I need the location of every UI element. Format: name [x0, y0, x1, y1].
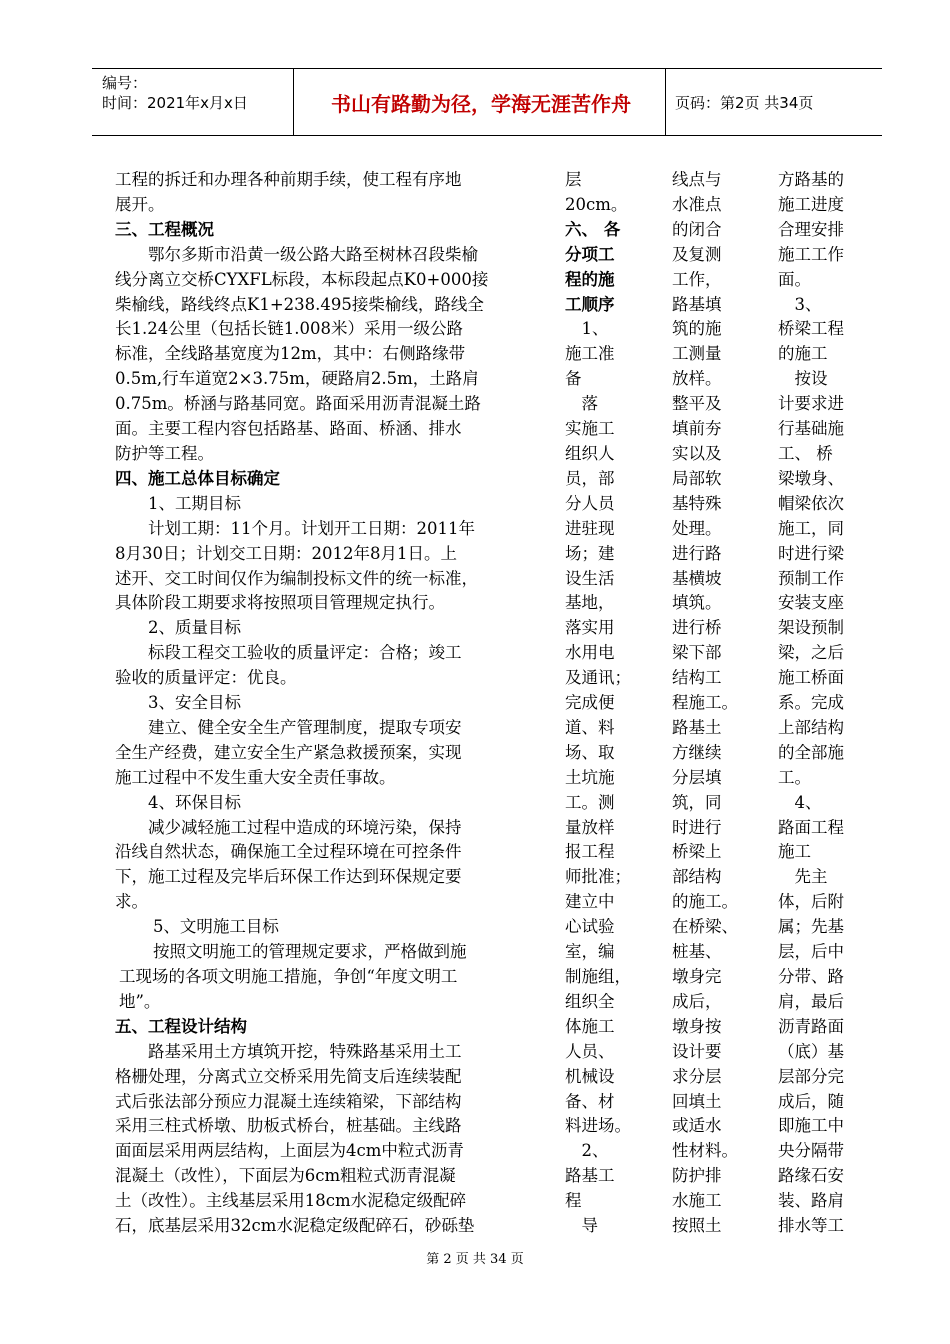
column-line: 按照土 [672, 1216, 722, 1236]
column-line: 水施工 [672, 1191, 722, 1211]
column-line: 时进行 [672, 817, 722, 837]
body-line: 路基采用土方填筑开挖，特殊路基采用土工 [148, 1041, 462, 1061]
column-line: 完成便 [565, 693, 615, 713]
body-line: 柴榆线，路线终点K1+238.495接柴榆线，路线全 [115, 294, 484, 314]
subsection-heading: 5、文明施工目标 [152, 917, 279, 937]
column-line: 体，后附 [778, 892, 844, 912]
column-line: 按设 [778, 369, 828, 389]
body-line: 标段工程交工验收的质量评定：合格；竣工 [148, 643, 462, 663]
column-line: 备 [565, 369, 582, 389]
column-line: 20cm。 [565, 194, 628, 214]
column-line: 设计要 [672, 1041, 722, 1061]
body-line: 工现场的各项文明施工措施，争创“年度文明工 [119, 967, 458, 986]
column-line: 肩，最后 [778, 991, 844, 1011]
body-line: 8月30日；计划交工日期：2012年8月1日。上 [115, 543, 457, 563]
column-line: 1、 [565, 319, 609, 339]
column-line: 整平及 [672, 394, 722, 414]
column-line: 筑，同 [672, 792, 722, 812]
column-line: 防护排 [672, 1166, 722, 1186]
column-line: 施工 [778, 842, 811, 862]
document-date-label: 时间：2021年x月x日 [102, 94, 248, 112]
column-line: 基特殊 [672, 493, 722, 513]
column-line: 分层填 [672, 767, 722, 787]
column-line: 制施组， [565, 967, 631, 986]
body-line: 标准，全线路基宽度为12m，其中：右侧路缘带 [115, 344, 466, 364]
column-line: 成后，随 [778, 1091, 844, 1111]
column-line: 沥青路面 [778, 1016, 844, 1036]
subsection-heading: 4、环保目标 [148, 792, 241, 812]
column-line: 分带、路 [778, 967, 844, 986]
column-line: 先主 [778, 867, 828, 887]
column-line: 施工，同 [778, 518, 844, 538]
column-line: 层 [565, 170, 582, 189]
column-line: 建立中 [565, 892, 615, 912]
column-line: 央分隔带 [778, 1141, 844, 1161]
body-line: 展开。 [115, 194, 165, 214]
column-line: 的施工 [778, 344, 828, 364]
column-line: 报工程 [565, 842, 615, 862]
body-line: 采用三柱式桥墩、肋板式桥台，桩基础。主线路 [115, 1116, 462, 1136]
column-line: 土坑施 [565, 767, 615, 787]
header-motto: 书山有路勤为径，学海无涯苦作舟 [331, 91, 631, 116]
body-line: 面。主要工程内容包括路基、路面、桥涵、排水 [115, 419, 462, 439]
column-line: 室，编 [565, 942, 615, 962]
column-line: 进行桥 [672, 618, 722, 638]
column-line: 桥梁工程 [778, 319, 844, 339]
column-line: 导 [565, 1216, 598, 1236]
column-line: 计要求进 [778, 394, 844, 414]
column-line: 方路基的 [778, 170, 844, 189]
column-line: 场；建 [565, 543, 615, 563]
body-line: 工程的拆迁和办理各种前期手续，使工程有序地 [115, 170, 462, 189]
column-line: 4、 [778, 792, 822, 812]
column-line: 时进行梁 [778, 543, 844, 563]
body-line: 计划工期：11个月。计划开工日期：2011年 [148, 518, 475, 538]
narrow-text-column-2 [672, 168, 762, 1239]
column-line: 落实用 [565, 618, 615, 638]
body-line: 防护等工程。 [115, 443, 214, 463]
column-line: 层部分完 [778, 1066, 844, 1086]
column-line: 量放样 [565, 817, 615, 837]
column-line: 工。测 [565, 792, 615, 812]
column-line: 架设预制 [778, 618, 844, 638]
column-line: 路基填 [672, 294, 722, 314]
column-line: 在桥梁、 [672, 917, 738, 937]
column-line: 2、 [565, 1141, 609, 1161]
column-line: 墩身按 [672, 1016, 722, 1036]
column-line: 桩基、 [672, 942, 722, 962]
body-line: 施工过程中不发生重大安全责任事故。 [115, 767, 396, 787]
header-meta [102, 73, 248, 113]
subsection-heading: 2、质量目标 [148, 618, 241, 638]
column-line: 基横坡 [672, 568, 722, 588]
column-line: 工顺序 [565, 294, 615, 314]
column-line: 水用电 [565, 643, 615, 663]
body-line: 沿线自然状态，确保施工全过程环境在可控条件 [115, 842, 462, 862]
narrow-text-column-3 [778, 168, 868, 1239]
body-line: 0.75m。桥涵与路基同宽。路面采用沥青混凝土路 [115, 394, 481, 414]
column-line: 求分层 [672, 1066, 722, 1086]
column-line: 体施工 [565, 1016, 615, 1036]
body-line: 具体阶段工期要求将按照项目管理规定执行。 [115, 593, 445, 613]
column-line: 线点与 [672, 170, 722, 189]
column-line: 进行路 [672, 543, 722, 563]
column-line: 施工进度 [778, 194, 844, 214]
column-line: 路缘石安 [778, 1166, 844, 1186]
column-line: 回填土 [672, 1091, 722, 1111]
column-line: 人员、 [565, 1041, 615, 1061]
column-line: 填筑。 [672, 593, 722, 613]
column-line: 成后， [672, 991, 722, 1011]
column-line: 实以及 [672, 443, 722, 463]
column-line: 路基工 [565, 1166, 615, 1186]
column-line: 设生活 [565, 568, 615, 588]
column-line: 筑的施 [672, 319, 722, 339]
column-line: 落 [565, 394, 598, 414]
body-line: 石，底基层采用32cm水泥稳定级配碎石，砂砾垫 [115, 1216, 475, 1236]
column-line: 工。 [778, 767, 811, 787]
column-line: 程施工。 [672, 693, 738, 713]
column-line: 组织全 [565, 991, 615, 1011]
column-line: 填前夯 [672, 419, 722, 439]
column-line: 合理安排 [778, 219, 844, 239]
document-number-label: 编号： [102, 74, 148, 92]
column-line: 预制工作 [778, 568, 844, 588]
body-line: 0.5m,行车道宽2×3.75m，硬路肩2.5m，土路肩 [115, 369, 479, 389]
body-line: 线分离立交桥CYXFL标段，本标段起点K0+000接 [115, 269, 489, 289]
column-line: 梁墩身、 [778, 468, 844, 488]
page-footer: 第 2 页 共 34 页 [426, 1252, 524, 1267]
column-line: 行基础施 [778, 419, 844, 439]
column-line: 组织人 [565, 443, 615, 463]
column-line: 机械设 [565, 1066, 615, 1086]
column-line: 施工桥面 [778, 668, 844, 688]
body-line: 减少减轻施工过程中造成的环境污染，保持 [148, 817, 462, 837]
column-line: 场、取 [565, 742, 615, 762]
column-line: 梁下部 [672, 643, 722, 663]
column-line: 即施工中 [778, 1116, 844, 1136]
column-line: 工测量 [672, 344, 722, 364]
body-line: 式后张法部分预应力混凝土连续箱梁，下部结构 [115, 1091, 462, 1111]
narrow-text-column-1 [565, 168, 655, 1239]
column-line: 及复测 [672, 244, 722, 264]
body-line: 鄂尔多斯市沿黄一级公路大路至树林召段柴榆 [148, 244, 478, 264]
subsection-heading: 1、工期目标 [148, 493, 241, 513]
column-line: 安装支座 [778, 593, 844, 613]
body-line: 建立、健全安全生产管理制度，提取专项安 [148, 717, 462, 737]
column-line: 装、路肩 [778, 1191, 844, 1211]
body-line: 述开、交工时间仅作为编制投标文件的统一标准， [115, 568, 478, 588]
column-line: 帽梁依次 [778, 493, 844, 513]
column-line: 或适水 [672, 1116, 722, 1136]
section-heading: 四、施工总体目标确定 [115, 468, 280, 488]
column-line: 方继续 [672, 742, 722, 762]
column-line: 道、料 [565, 717, 615, 737]
column-line: 结构工 [672, 668, 722, 688]
column-line: 路基土 [672, 717, 722, 737]
body-line: 全生产经费，建立安全生产紧急救援预案，实现 [115, 742, 462, 762]
column-line: 的全部施 [778, 742, 844, 762]
body-line: 土（改性）。主线基层采用18cm水泥稳定级配碎 [115, 1191, 467, 1211]
column-line: 心试验 [565, 917, 615, 937]
body-line: 面面层采用两层结构，上面层为4cm中粒式沥青 [115, 1141, 464, 1161]
column-line: 处理。 [672, 518, 722, 538]
column-line: 工作， [672, 269, 722, 289]
subsection-heading: 3、安全目标 [148, 693, 241, 713]
column-line: 梁，之后 [778, 643, 844, 663]
column-line: 的闭合 [672, 219, 722, 239]
column-line: 面。 [778, 269, 811, 289]
column-line: 员，部 [565, 468, 615, 488]
column-line: 进驻现 [565, 518, 615, 538]
section-heading: 三、工程概况 [115, 219, 214, 239]
column-line: 层，后中 [778, 942, 844, 962]
header-divider [665, 69, 666, 135]
column-line: 分人员 [565, 493, 615, 513]
column-line: 施工工作 [778, 244, 844, 264]
column-line: 放样。 [672, 369, 722, 389]
column-line: 及通讯； [565, 668, 631, 688]
column-line: 工、 桥 [778, 443, 833, 463]
column-line: 程的施 [565, 269, 615, 289]
column-line: 桥梁上 [672, 842, 722, 862]
column-line: 施工准 [565, 344, 615, 364]
column-line: 六、 各 [565, 219, 621, 239]
column-line: 墩身完 [672, 967, 722, 986]
body-line: 按照文明施工的管理规定要求，严格做到施 [152, 942, 467, 962]
column-line: 料进场。 [565, 1116, 631, 1136]
column-line: 排水等工 [778, 1216, 844, 1236]
column-line: 的施工。 [672, 892, 738, 912]
column-line: 上部结构 [778, 717, 844, 737]
column-line: 师批准； [565, 867, 631, 887]
column-line: 备、材 [565, 1091, 615, 1111]
body-line: 下，施工过程及完毕后环保工作达到环保规定要 [115, 867, 462, 887]
column-line: （底）基 [778, 1041, 844, 1061]
main-text-column [115, 168, 535, 1239]
column-line: 局部软 [672, 468, 722, 488]
body-line: 格栅处理，分离式立交桥采用先简支后连续装配 [115, 1066, 462, 1086]
column-line: 分项工 [565, 244, 615, 264]
column-line: 路面工程 [778, 817, 844, 837]
body-line: 长1.24公里（包括长链1.008米）采用一级公路 [115, 319, 463, 339]
body-line: 求。 [115, 892, 148, 912]
column-line: 水准点 [672, 194, 722, 214]
column-line: 程 [565, 1191, 582, 1211]
column-line: 3、 [778, 294, 822, 314]
header-divider [293, 69, 294, 135]
column-line: 系。完成 [778, 693, 844, 713]
section-heading: 五、工程设计结构 [115, 1016, 247, 1036]
body-line: 地”。 [119, 991, 161, 1011]
column-line: 性材料。 [672, 1141, 738, 1161]
page-header [92, 68, 882, 136]
column-line: 属；先基 [778, 917, 844, 937]
column-line: 部结构 [672, 867, 722, 887]
column-line: 基地， [565, 593, 615, 613]
body-line: 验收的质量评定：优良。 [115, 668, 297, 688]
body-line: 混凝土（改性），下面层为6cm粗粒式沥青混凝 [115, 1166, 456, 1186]
column-line: 实施工 [565, 419, 615, 439]
header-page-number: 页码：第2页 共34页 [675, 93, 814, 112]
